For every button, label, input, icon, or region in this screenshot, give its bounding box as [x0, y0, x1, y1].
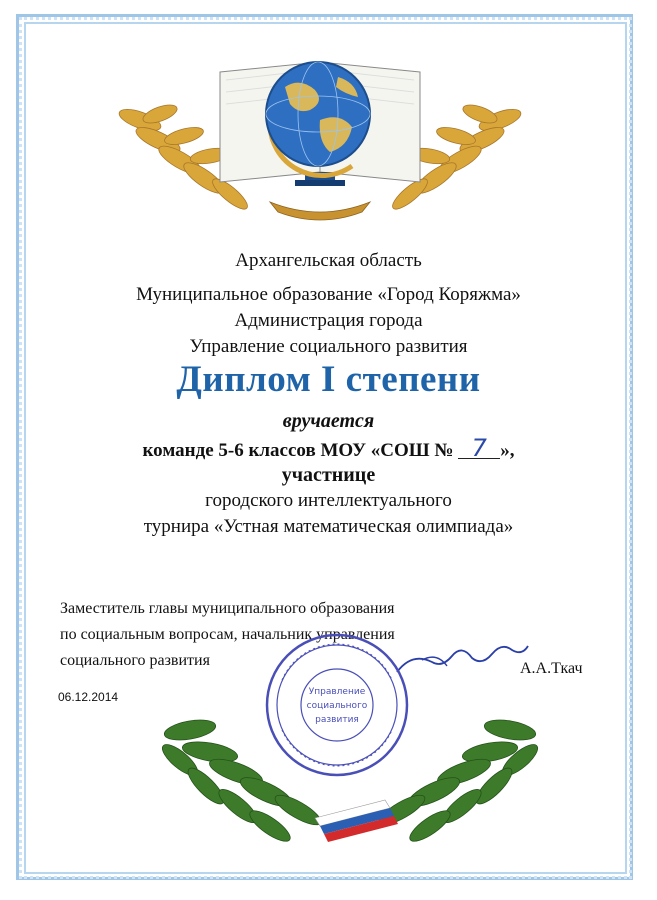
- team-line: [0, 434, 657, 462]
- globe-book-emblem-icon: [100, 32, 540, 232]
- signer-title-line3: социального развития: [60, 652, 210, 669]
- municipality-name: Муниципальное образование «Город Коряжма»: [136, 284, 521, 305]
- diploma-title: Диплом I степени: [176, 359, 481, 400]
- department-name: Управление социального развития: [189, 336, 468, 357]
- team-suffix: »,: [500, 440, 515, 461]
- tournament-name: турнира «Устная математическая олимпиада»: [143, 516, 514, 537]
- stamp-line2: социального: [306, 701, 368, 711]
- administration-name: Администрация города: [234, 310, 423, 331]
- team-prefix: команде 5-6 классов МОУ «СОШ №: [142, 440, 454, 461]
- issue-date: 06.12.2014: [58, 690, 119, 704]
- handwritten-signature-icon: [392, 632, 532, 682]
- laurel-wreath-icon: [150, 700, 550, 865]
- region-name: Архангельская область: [235, 250, 422, 271]
- city-event-text: городского интеллектуального: [205, 490, 452, 511]
- school-number: 7: [458, 438, 500, 459]
- participant-text: участнице: [281, 464, 376, 486]
- signer-title-line2: по социальным вопросам, начальник управления: [60, 626, 395, 643]
- signer-title-line1: Заместитель главы муниципального образования: [60, 600, 395, 617]
- stamp-line1: Управление: [308, 687, 366, 697]
- stamp-line3: развития: [315, 715, 359, 725]
- signer-name: А.А.Ткач: [520, 660, 583, 677]
- awarded-text: вручается: [282, 410, 375, 432]
